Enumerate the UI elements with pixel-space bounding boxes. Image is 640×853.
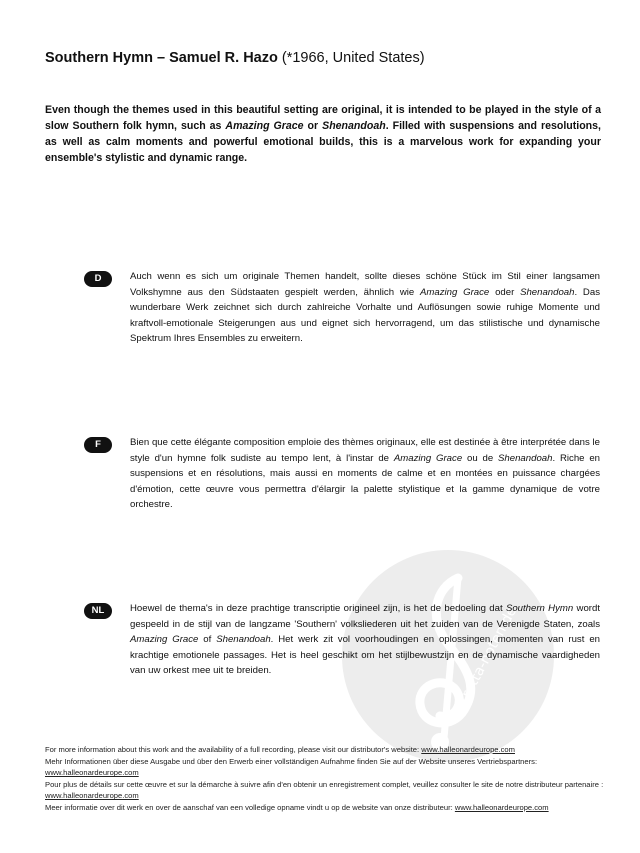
- footer-line-en: [45, 744, 605, 756]
- footer-text: Pour plus de détails sur cette œuvre et sur la démarche à suivre afin d'en obtenir un enregistrement complet, veuillez consulter le site de notre distributeur partenaire :: [45, 779, 604, 789]
- footer-line-fr: [45, 779, 605, 802]
- intro-title-ref: Shenandoah: [322, 120, 386, 132]
- footer-info: [45, 744, 605, 814]
- footer-text: Mehr Informationen über diese Ausgabe und über den Erwerb einer vollständigen Aufnahme finden Sie auf der Website unseres Vertriebspartners:: [45, 756, 538, 766]
- dutch-title-ref: Shenandoah: [216, 634, 271, 646]
- footer-link[interactable]: www.halleonardeurope.com: [454, 802, 549, 812]
- dutch-text: Hoewel de thema's in deze prachtige transcriptie origineel zijn, is het de bedoeling dat: [130, 603, 506, 614]
- language-badge-fr: F: [84, 437, 112, 453]
- dutch-text: of: [198, 634, 217, 646]
- intro-paragraph: [45, 102, 601, 166]
- dutch-title-ref: Southern Hymn: [505, 603, 574, 614]
- german-paragraph: [130, 269, 600, 347]
- german-title-ref: Amazing Grace: [420, 286, 490, 298]
- french-text: ou de: [462, 452, 499, 464]
- french-text: Bien que cette élégante composition emploie des thèmes originaux, elle est destinée à être interprétée dans le style d'un hymne folk sudiste au tempo lent, à l'instar de: [130, 437, 600, 464]
- german-text: oder: [489, 286, 521, 298]
- footer-line-nl: [45, 802, 605, 814]
- footer-link[interactable]: www.halleonardeurope.com: [45, 791, 139, 801]
- intro-text: . Filled with suspensions and resolutions, as well as calm moments and powerful emotional builds, this is a marvelous work for expanding your ensemble's stylistic and dynamic range.: [45, 120, 601, 164]
- german-text: . Das wunderbare Werk zeichnet sich durch zahlreiche Vorhalte und Auflösungen sowie ruhige Momente und kraftvoll-emotionale Steigerungen aus und eignet sich hervorragend, um das stilistische und dynamische Spektrum Ihres Ensembles zu erweitern.: [130, 286, 600, 345]
- footer-text: Meer informatie over dit werk en over de aanschaf van een volledige opname vindt u op de website van onze distributeur:: [45, 802, 455, 812]
- dutch-text: wordt gespeeld in de stijl van de langzame 'Southern' volksliederen uit het zuiden van de Verenigde Staten, zoals: [130, 603, 600, 630]
- dutch-paragraph: [130, 601, 600, 679]
- french-text: . Riche en suspensions et en résolutions, mais aussi en moments de calme et en montées en puissance chargées d'émotion, cette œuvre vous permettra d'élargir la palette stylistique et la gamme dynamique de votre orchestre.: [130, 452, 601, 511]
- watermark-text: stretta-noten.de: [452, 604, 521, 713]
- title-subtitle: (*1966, United States): [281, 50, 425, 66]
- intro-title-ref: Amazing Grace: [225, 120, 304, 132]
- footer-link[interactable]: www.halleonardeurope.com: [45, 768, 139, 778]
- page-title: [45, 50, 605, 66]
- footer-line-de: [45, 756, 605, 768]
- dutch-title-ref: Amazing Grace: [130, 634, 199, 646]
- footer-line-de-link: [45, 767, 605, 779]
- language-badge-nl: NL: [84, 603, 112, 619]
- german-text: Auch wenn es sich um originale Themen handelt, sollte dieses schöne Stück im Stil einer langsamen Volkshymne aus den Südstaaten gespielt werden, ähnlich wie: [130, 271, 600, 298]
- intro-text: or: [303, 120, 323, 132]
- footer-text: For more information about this work and the availability of a full recording, please visit our distributor's website:: [45, 745, 422, 754]
- german-title-ref: Shenandoah: [520, 286, 575, 298]
- dutch-text: . Het werk zit vol voorhoudingen en oplossingen, momenten van rust en krachtige emotionele passages. Het is heel geschikt om het stijlbewustzijn en de dynamische vaardigheden van uw orkest mee uit te breiden.: [130, 634, 600, 677]
- french-title-ref: Shenandoah: [498, 452, 553, 464]
- intro-text: Even though the themes used in this beautiful setting are original, it is intended to be played in the style of a slow Southern folk hymn, such as: [45, 104, 601, 132]
- french-paragraph: [130, 435, 600, 513]
- french-title-ref: Amazing Grace: [393, 452, 463, 464]
- footer-link[interactable]: www.halleonardeurope.com: [421, 745, 515, 754]
- language-badge-de: D: [84, 271, 112, 287]
- title-main: Southern Hymn – Samuel R. Hazo: [45, 50, 278, 66]
